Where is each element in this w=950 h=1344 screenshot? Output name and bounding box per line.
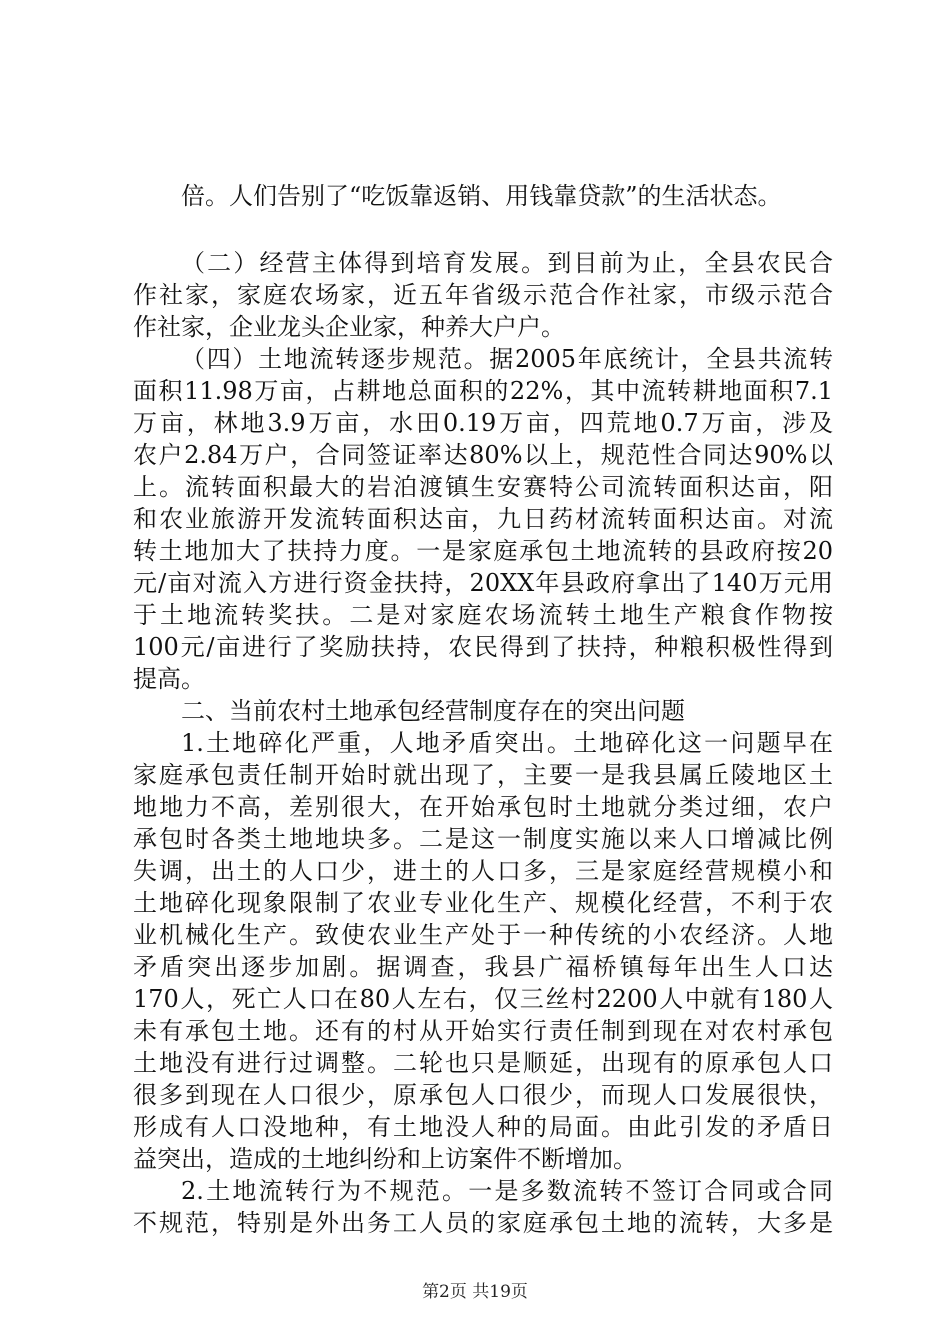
text-line: 和农业旅游开发流转面积达亩，九日药材流转面积达亩。对流	[133, 505, 833, 533]
page-number-footer: 第2页 共19页	[422, 1282, 528, 1302]
text-line: 万亩，林地3.9万亩，水田0.19万亩，四荒地0.7万亩，涉及	[133, 409, 833, 437]
text-line: 失调，出土的人口少，进土的人口多，三是家庭经营规模小和	[133, 857, 833, 885]
text-line: 矛盾突出逐步加剧。据调查，我县广福桥镇每年出生人口达	[133, 953, 833, 981]
paragraph-1-line-1: 1.土地碎化严重，人地矛盾突出。土地碎化这一问题早在	[181, 729, 833, 757]
text-line: 家庭承包责任制开始时就出现了，主要一是我县属丘陵地区土	[133, 761, 833, 789]
text-line: 170人，死亡人口在80人左右，仅三丝村2200人中就有180人	[133, 985, 833, 1013]
text-line: 不规范，特别是外出务工人员的家庭承包土地的流转，大多是	[133, 1209, 833, 1237]
text-line: 提高。	[133, 665, 205, 693]
text-line: 作社家，企业龙头企业家，种养大户户。	[133, 313, 565, 341]
paragraph-2-line-1: （二）经营主体得到培育发展。到目前为止，全县农民合	[181, 249, 833, 277]
text-line: 地地力不高，差别很大，在开始承包时土地就分类过细，农户	[133, 793, 833, 821]
text-line: 转土地加大了扶持力度。一是家庭承包土地流转的县政府按20	[133, 537, 833, 565]
text-line: 倍。人们告别了“吃饭靠返销、用钱靠贷款”的生活状态。	[181, 182, 782, 210]
text-line: 土地没有进行过调整。二轮也只是顺延，出现有的原承包人口	[133, 1049, 833, 1077]
text-line: 元/亩对流入方进行资金扶持，20XX年县政府拿出了140万元用	[133, 569, 833, 597]
text-line: 形成有人口没地种，有土地没人种的局面。由此引发的矛盾日	[133, 1113, 833, 1141]
text-line: 未有承包土地。还有的村从开始实行责任制到现在对农村承包	[133, 1017, 833, 1045]
text-line: 很多到现在人口很少，原承包人口很少，而现人口发展很快，	[133, 1081, 833, 1109]
text-line: 上。流转面积最大的岩泊渡镇生安赛特公司流转面积达亩，阳	[133, 473, 833, 501]
text-line: 面积11.98万亩，占耕地总面积的22%，其中流转耕地面积7.1	[133, 377, 833, 405]
text-line: 业机械化生产。致使农业生产处于一种传统的小农经济。人地	[133, 921, 833, 949]
section-heading: 二、当前农村土地承包经营制度存在的突出问题	[181, 697, 685, 725]
text-line: 土地碎化现象限制了农业专业化生产、规模化经营，不利于农	[133, 889, 833, 917]
text-line: 作社家，家庭农场家，近五年省级示范合作社家，市级示范合	[133, 281, 833, 309]
paragraph-2-line-1: 2.土地流转行为不规范。一是多数流转不签订合同或合同	[181, 1177, 833, 1205]
text-line: 益突出，造成的土地纠纷和上访案件不断增加。	[133, 1145, 637, 1173]
text-line: 承包时各类土地地块多。二是这一制度实施以来人口增减比例	[133, 825, 833, 853]
text-line: 100元/亩进行了奖励扶持，农民得到了扶持，种粮积极性得到	[133, 633, 833, 661]
paragraph-4-line-1: （四）土地流转逐步规范。据2005年底统计，全县共流转	[181, 345, 833, 373]
text-line: 于土地流转奖扶。二是对家庭农场流转土地生产粮食作物按	[133, 601, 833, 629]
text-line: 农户2.84万户，合同签证率达80%以上，规范性合同达90%以	[133, 441, 833, 469]
